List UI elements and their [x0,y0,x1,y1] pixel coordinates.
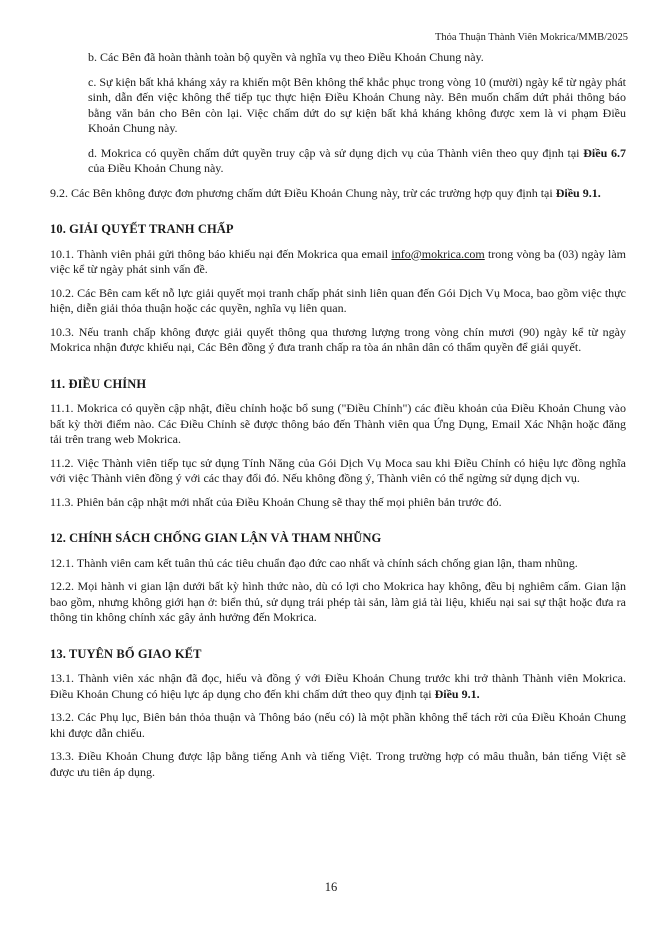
clause-10-3: 10.3. Nếu tranh chấp không được giải quyết thông qua thương lượng trong vòng chín mươi (90) ngày kể từ ngày Mokrica nhận được khiếu nại, Các Bên đồng ý đưa tranh chấp ra tòa án nhân dân có thẩm quyền để giải quyết. [50,324,626,354]
clause-9-1-b: b. Các Bên đã hoàn thành toàn bộ quyền và nghĩa vụ theo Điều Khoản Chung này. [88,50,484,64]
clause-13-1 [50,671,626,702]
clause-11-1: 11.1. Mokrica có quyền cập nhật, điều chỉnh hoặc bổ sung ("Điều Chỉnh") các điều khoản của Điều Khoản Chung vào bất kỳ thời điểm nào. Các Điều Chỉnh sẽ được thông báo đến Thành viên qua Ứng Dụng, Email Xác Nhận hoặc đăng tải trên trang web Mokrica. [50,401,626,446]
clause-10-1 [50,247,626,278]
section-13 [50,647,626,781]
section-12 [50,531,626,626]
clause-11-2: 11.2. Việc Thành viên tiếp tục sử dụng Tính Năng của Gói Dịch Vụ Moca sau khi Điều Chỉnh có hiệu lực đồng nghĩa với việc Thành viên đồng ý với các thay đổi đó. Nếu không đồng ý, Thành viên có thể ngừng sử dụng dịch vụ. [50,455,626,485]
clause-text: trong vòng ba (03) ngày làm việc kể từ ngày phát sinh vấn đề. [50,246,627,276]
clause-12-2: 12.2. Mọi hành vi gian lận dưới bất kỳ hình thức nào, dù có lợi cho Mokrica hay không, đều bị nghiêm cấm. Gian lận bao gồm, nhưng không giới hạn ở: biển thủ, sử dụng trái phép tài sản, làm giả tài liệu, khiếu nại sai sự thật hoặc đưa ra thông tin không chính xác gây ảnh hưởng đến Mokrica. [50,579,626,624]
section-title: 11. ĐIỀU CHỈNH [50,376,147,391]
clause-reference: Điều 9.1. [555,185,601,200]
clause-9-1-c: c. Sự kiện bất khả kháng xảy ra khiến một Bên không thể khắc phục trong vòng 10 (mười) ngày kể từ ngày phát sinh, dẫn đến việc không thể tiếp tục thực hiện Điều Khoản Chung này. Bên muốn chấm dứt phải thông báo bằng văn bản cho Bên còn lại. Việc chấm dứt do sự kiện bất khả kháng không được xem là vi phạm Điều Khoản Chung này. [88,74,626,135]
section-10 [50,222,626,356]
clause-9-2 [50,186,626,202]
clause-text: 10.1. Thành viên phải gửi thông báo khiếu nại đến Mokrica qua email [50,246,392,261]
section-11 [50,377,626,511]
document-header: Thỏa Thuận Thành Viên Mokrica/MMB/2025 [434,32,628,43]
clause-text: 13.1. Thành viên xác nhận đã đọc, hiểu và đồng ý với Điều Khoản Chung trước khi trở thành Thành viên Mokrica. Điều Khoản Chung có hiệu lực áp dụng cho đến khi chấm dứt theo quy định tại [50,671,626,701]
clause-text: 9.2. Các Bên không được đơn phương chấm dứt Điều Khoản Chung này, trừ các trường hợp quy định tại [50,185,556,200]
clause-reference: Điều 9.1. [434,686,480,701]
section-title: 12. CHÍNH SÁCH CHỐNG GIAN LẬN VÀ THAM NHŨNG [50,531,382,545]
clause-text: d. Mokrica có quyền chấm dứt quyền truy cập và sử dụng dịch vụ của Thành viên theo quy định tại [88,145,584,160]
clause-12-1: 12.1. Thành viên cam kết tuân thủ các tiêu chuẩn đạo đức cao nhất và chính sách chống gian lận, tham nhũng. [50,555,578,570]
document-body [50,50,626,788]
email-link[interactable]: info@mokrica.com [391,246,485,261]
clause-reference: Điều 6.7 [583,145,627,160]
clause-11-3: 11.3. Phiên bản cập nhật mới nhất của Điều Khoản Chung sẽ thay thế mọi phiên bản trước đó. [50,494,502,509]
page-number: 16 [324,880,338,894]
clause-text: của Điều Khoản Chung này. [88,161,224,175]
section-title: 10. GIẢI QUYẾT TRANH CHẤP [50,222,234,236]
clause-13-3: 13.3. Điều Khoản Chung được lập bằng tiếng Anh và tiếng Việt. Trong trường hợp có mâu thuẫn, bản tiếng Việt sẽ được ưu tiên áp dụng. [50,749,626,779]
section-title: 13. TUYÊN BỐ GIAO KẾT [50,646,202,661]
clause-10-2: 10.2. Các Bên cam kết nỗ lực giải quyết mọi tranh chấp phát sinh liên quan đến Gói Dịch Vụ Moca, bao gồm việc thực hiện, diễn giải thỏa thuận hoặc các quyền, nghĩa vụ liên quan. [50,285,626,315]
clause-9-1-d [88,146,626,177]
clause-13-2: 13.2. Các Phụ lục, Biên bản thỏa thuận và Thông báo (nếu có) là một phần không thể tách rời của Điều Khoản Chung khi được dẫn chiếu. [50,710,626,740]
